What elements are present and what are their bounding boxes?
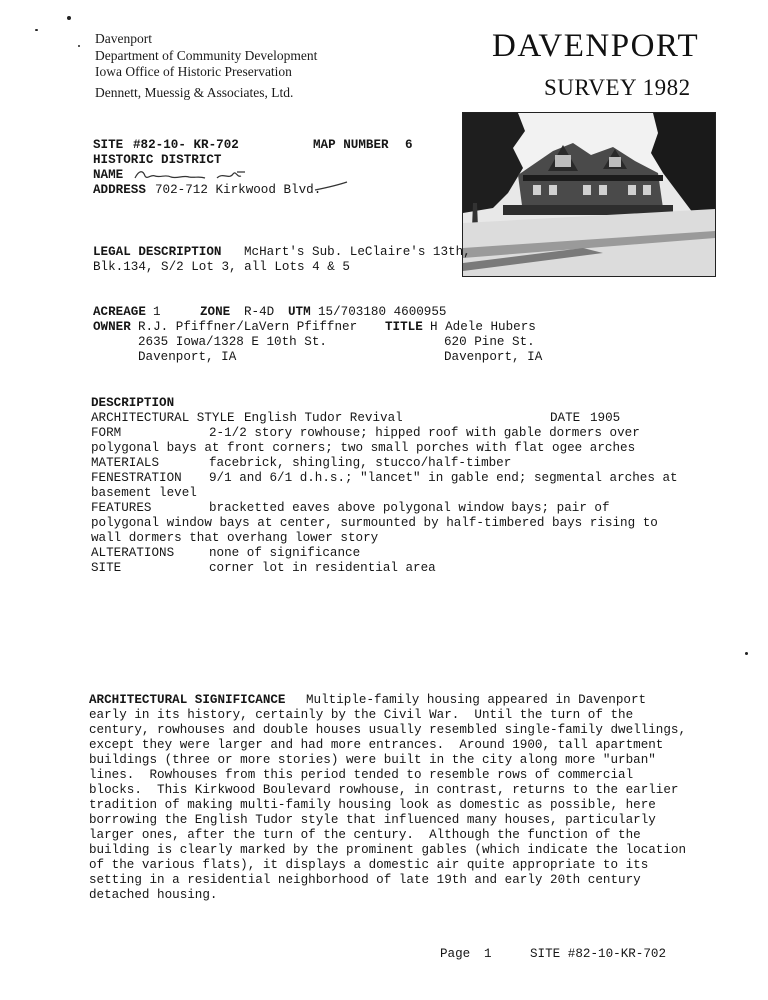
org-city: Davenport — [95, 31, 152, 46]
title-label: TITLE — [385, 320, 423, 334]
site-setting-label: SITE — [91, 561, 122, 575]
handwritten-name-signature — [133, 166, 263, 182]
acreage-value: 1 — [153, 305, 161, 319]
date-value: 1905 — [590, 411, 621, 425]
site-value: #82-10- KR-702 — [133, 138, 239, 152]
title-address: 620 Pine St. — [444, 335, 535, 349]
name-label: NAME — [93, 168, 124, 182]
org-department: Department of Community Development — [95, 48, 318, 63]
fenestration-line1: 9/1 and 6/1 d.h.s.; "lancet" in gable end; segmental arches at — [209, 471, 678, 485]
org-state-office: Iowa Office of Historic Preservation — [95, 64, 292, 79]
speck — [67, 16, 71, 20]
owner-address: 2635 Iowa/1328 E 10th St. — [138, 335, 327, 349]
significance-line: blocks. This Kirkwood Boulevard rowhouse, in contrast, returns to the earlier — [89, 783, 679, 797]
owner-label: OWNER — [93, 320, 131, 334]
survey-title: DAVENPORT — [492, 28, 700, 64]
significance-line: buildings (three or more stories) were built in the city along more "urban" — [89, 753, 656, 767]
utm-label: UTM — [288, 305, 311, 319]
significance-line: early in its history, certainly by the Civil War. Until the turn of the — [89, 708, 634, 722]
historic-district-label: HISTORIC DISTRICT — [93, 153, 222, 167]
speck — [78, 45, 80, 47]
fenestration-line2: basement level — [91, 486, 197, 500]
pen-mark — [313, 180, 353, 194]
alterations-label: ALTERATIONS — [91, 546, 175, 560]
features-line2: polygonal window bays at center, surmounted by half-timbered bays rising to — [91, 516, 658, 530]
significance-line: building is clearly marked by the prominent gables (which indicate the location — [89, 843, 687, 857]
materials-label: MATERIALS — [91, 456, 160, 470]
significance-line: except they were larger and had more entrances. Around 1900, tall apartment — [89, 738, 664, 752]
legal-description-line1: McHart's Sub. LeClaire's 13th, — [244, 245, 471, 259]
title-holder: H Adele Hubers — [430, 320, 536, 334]
zone-value: R-4D — [244, 305, 275, 319]
acreage-label: ACREAGE — [93, 305, 146, 319]
map-number-label: MAP NUMBER — [313, 138, 389, 152]
form-line2: polygonal bays at front corners; two small porches with flat ogee arches — [91, 441, 636, 455]
site-setting-value: corner lot in residential area — [209, 561, 436, 575]
significance-line: detached housing. — [89, 888, 218, 902]
significance-heading: ARCHITECTURAL SIGNIFICANCE — [89, 693, 286, 707]
address-label: ADDRESS — [93, 183, 146, 197]
page-number: 1 — [484, 947, 492, 961]
alterations-value: none of significance — [209, 546, 361, 560]
title-city: Davenport, IA — [444, 350, 543, 364]
owner-city: Davenport, IA — [138, 350, 237, 364]
zone-label: ZONE — [200, 305, 231, 319]
map-number-value: 6 — [405, 138, 413, 152]
significance-line: borrowing the English Tudor style that influenced many houses, particularly — [89, 813, 656, 827]
legal-description-line2: Blk.134, S/2 Lot 3, all Lots 4 & 5 — [93, 260, 350, 274]
features-label: FEATURES — [91, 501, 152, 515]
footer-site-reference: SITE #82-10-KR-702 — [530, 947, 667, 961]
style-label: ARCHITECTURAL STYLE — [91, 411, 235, 425]
page-label: Page — [440, 947, 471, 961]
significance-line: larger ones, after the turn of the century. Although the function of the — [89, 828, 641, 842]
significance-line: lines. Rowhouses from this period tended to resemble rows of commercial — [89, 768, 634, 782]
fenestration-label: FENESTRATION — [91, 471, 182, 485]
utm-value: 15/703180 4600955 — [318, 305, 447, 319]
address-value: 702-712 Kirkwood Blvd. — [155, 183, 322, 197]
materials-value: facebrick, shingling, stucco/half-timber — [209, 456, 512, 470]
date-label: DATE — [550, 411, 581, 425]
survey-subtitle: SURVEY 1982 — [544, 75, 691, 100]
significance-line: of the various flats), it displays a domestic air quite appropriate to its — [89, 858, 649, 872]
description-heading: DESCRIPTION — [91, 396, 175, 410]
site-label: SITE — [93, 138, 124, 152]
owner-name: R.J. Pfiffner/LaVern Pfiffner — [138, 320, 358, 334]
significance-line: Multiple-family housing appeared in Davenport — [306, 693, 647, 707]
features-line1: bracketted eaves above polygonal window bays; pair of — [209, 501, 610, 515]
style-value: English Tudor Revival — [244, 411, 403, 425]
consultant-name: Dennett, Muessig & Associates, Ltd. — [95, 85, 294, 100]
building-photo — [462, 112, 716, 277]
significance-line: tradition of making multi-family housing look as domestic as possible, here — [89, 798, 656, 812]
significance-line: setting in a residential neighborhood of late 19th and early 20th century — [89, 873, 641, 887]
form-label: FORM — [91, 426, 122, 440]
features-line3: wall dormers that overhang lower story — [91, 531, 379, 545]
significance-line: century, rowhouses and double houses usually resembled single-family dwellings, — [89, 723, 687, 737]
form-line1: 2-1/2 story rowhouse; hipped roof with gable dormers over — [209, 426, 640, 440]
legal-description-label: LEGAL DESCRIPTION — [93, 245, 222, 259]
speck — [35, 29, 38, 31]
speck — [745, 652, 748, 655]
